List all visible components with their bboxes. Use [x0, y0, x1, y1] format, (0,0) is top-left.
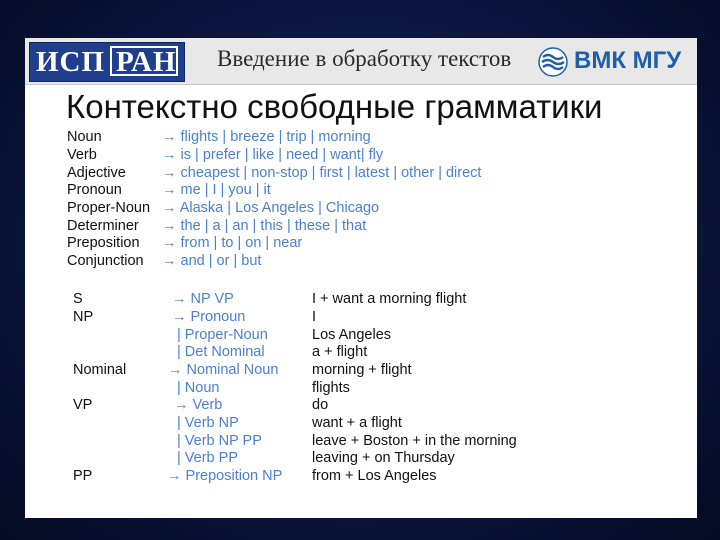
lexicon-category: Proper-Noun — [67, 200, 151, 216]
rule-example: a + flight — [312, 344, 368, 360]
rule-example: morning + flight — [312, 362, 412, 378]
rule-rhs: → Preposition NP — [167, 468, 283, 484]
lexicon-expansion: → the | a | an | this | these | that — [162, 218, 367, 234]
lexicon-category: Determiner — [67, 218, 139, 234]
rule-example: I — [312, 309, 317, 325]
rule-rhs: | Proper-Noun — [177, 327, 268, 343]
logo-ran-box — [110, 46, 178, 76]
slide — [25, 38, 697, 518]
rule-rhs: → NP VP — [172, 291, 234, 307]
lexicon-category: Noun — [67, 129, 102, 145]
rule-lhs: PP — [73, 468, 93, 484]
rule-rhs: → Pronoun — [172, 309, 246, 325]
rule-example: leave + Boston + in the morning — [312, 433, 517, 449]
vmk-wave-icon — [538, 47, 568, 77]
rule-lhs: NP — [73, 309, 94, 325]
lexicon-expansion: → is | prefer | like | need | want| fly — [162, 147, 384, 163]
rule-lhs: VP — [73, 397, 93, 413]
lexicon-category: Conjunction — [67, 253, 144, 269]
header-banner — [25, 38, 697, 85]
vmk-logo-text: ВМК МГУ — [574, 47, 682, 74]
rule-lhs: S — [73, 291, 83, 307]
lexicon-expansion: → flights | breeze | trip | morning — [162, 129, 371, 145]
rule-rhs: → Verb — [174, 397, 223, 413]
rule-rhs: | Verb NP — [177, 415, 239, 431]
rule-example: flights — [312, 380, 350, 396]
rule-lhs: Nominal — [73, 362, 127, 378]
lexicon-category: Adjective — [67, 165, 126, 181]
lexicon-category: Pronoun — [67, 182, 122, 198]
lexicon-expansion: → Alaska | Los Angeles | Chicago — [162, 200, 380, 216]
logo-ran-text: РАН — [116, 46, 177, 78]
lexicon-expansion: → cheapest | non-stop | first | latest | other | direct — [162, 165, 482, 181]
lexicon-expansion: → and | or | but — [162, 253, 262, 269]
rule-rhs: | Det Nominal — [177, 344, 265, 360]
lexicon-category: Verb — [67, 147, 97, 163]
lexicon-expansion: → from | to | on | near — [162, 235, 303, 251]
slide-title: Контекстно свободные грамматики — [66, 88, 603, 125]
rule-example: do — [312, 397, 329, 413]
rule-example: want + a flight — [312, 415, 402, 431]
rule-rhs: | Verb NP PP — [177, 433, 262, 449]
lexicon-category: Preposition — [67, 235, 140, 251]
banner-title: Введение в обработку текстов — [217, 46, 512, 71]
lexicon-expansion: → me | I | you | it — [162, 182, 271, 198]
rule-example: from + Los Angeles — [312, 468, 437, 484]
rule-rhs: | Noun — [177, 380, 220, 396]
rule-example: leaving + on Thursday — [312, 450, 455, 466]
rule-example: I + want a morning flight — [312, 291, 467, 307]
rule-rhs: → Nominal Noun — [168, 362, 279, 378]
logo-isp-text: ИСП — [36, 46, 106, 78]
isp-ran-logo — [29, 42, 185, 82]
rule-example: Los Angeles — [312, 327, 392, 343]
rule-rhs: | Verb PP — [177, 450, 238, 466]
